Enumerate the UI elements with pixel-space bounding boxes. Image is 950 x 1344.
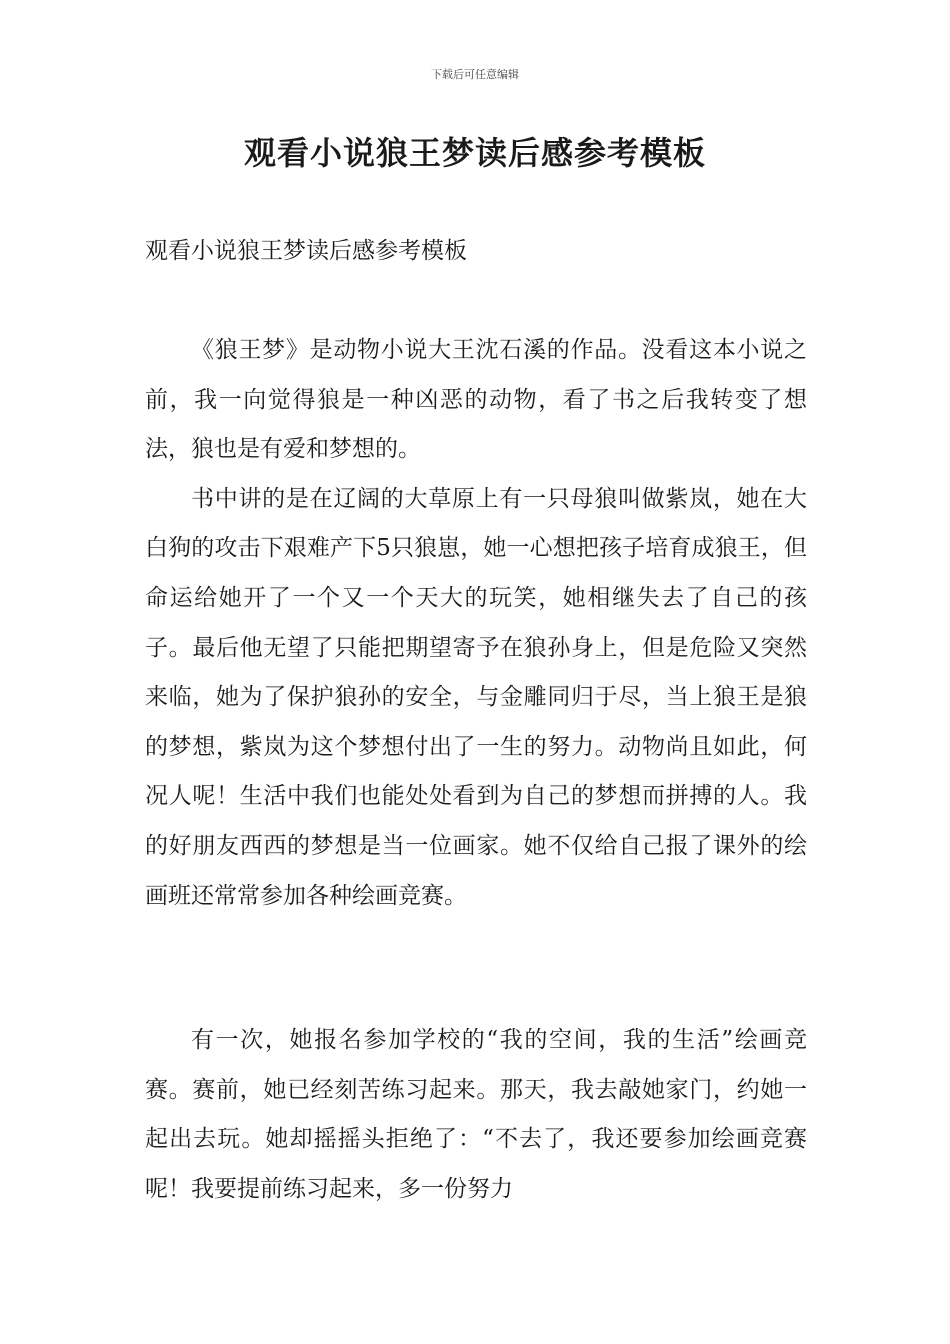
header-note: 下载后可任意编辑 [431, 68, 519, 81]
document-subtitle: 观看小说狼王梦读后感参考模板 [145, 238, 467, 264]
body-block-2 [145, 1016, 807, 1214]
body-block-1 [145, 326, 807, 921]
document-title: 观看小说狼王梦读后感参考模板 [243, 134, 706, 172]
paragraph-3: 有一次，她报名参加学校的“我的空间，我的生活”绘画竞赛。赛前，她已经刻苦练习起来。那天，我去敲她家门，约她一起出去玩。她却摇摇头拒绝了：“不去了，我还要参加绘画竞赛呢！我要提前练习起来，多一份努力 [145, 1027, 807, 1202]
paragraph-1: 《狼王梦》是动物小说大王沈石溪的作品。没看这本小说之前，我一向觉得狼是一种凶恶的动物，看了书之后我转变了想法，狼也是有爱和梦想的。 [145, 337, 807, 463]
paragraph-2: 书中讲的是在辽阔的大草原上有一只母狼叫做紫岚，她在大白狗的攻击下艰难产下5只狼崽，她一心想把孩子培育成狼王，但命运给她开了一个又一个天大的玩笑，她相继失去了自己的孩子。最后他无望了只能把期望寄予在狼孙身上，但是危险又突然来临，她为了保护狼孙的安全，与金雕同归于尽，当上狼王是狼的梦想，紫岚为这个梦想付出了一生的努力。动物尚且如此，何况人呢！生活中我们也能处处看到为自己的梦想而拼搏的人。我的好朋友西西的梦想是当一位画家。她不仅给自己报了课外的绘画班还常常参加各种绘画竞赛。 [145, 485, 807, 909]
